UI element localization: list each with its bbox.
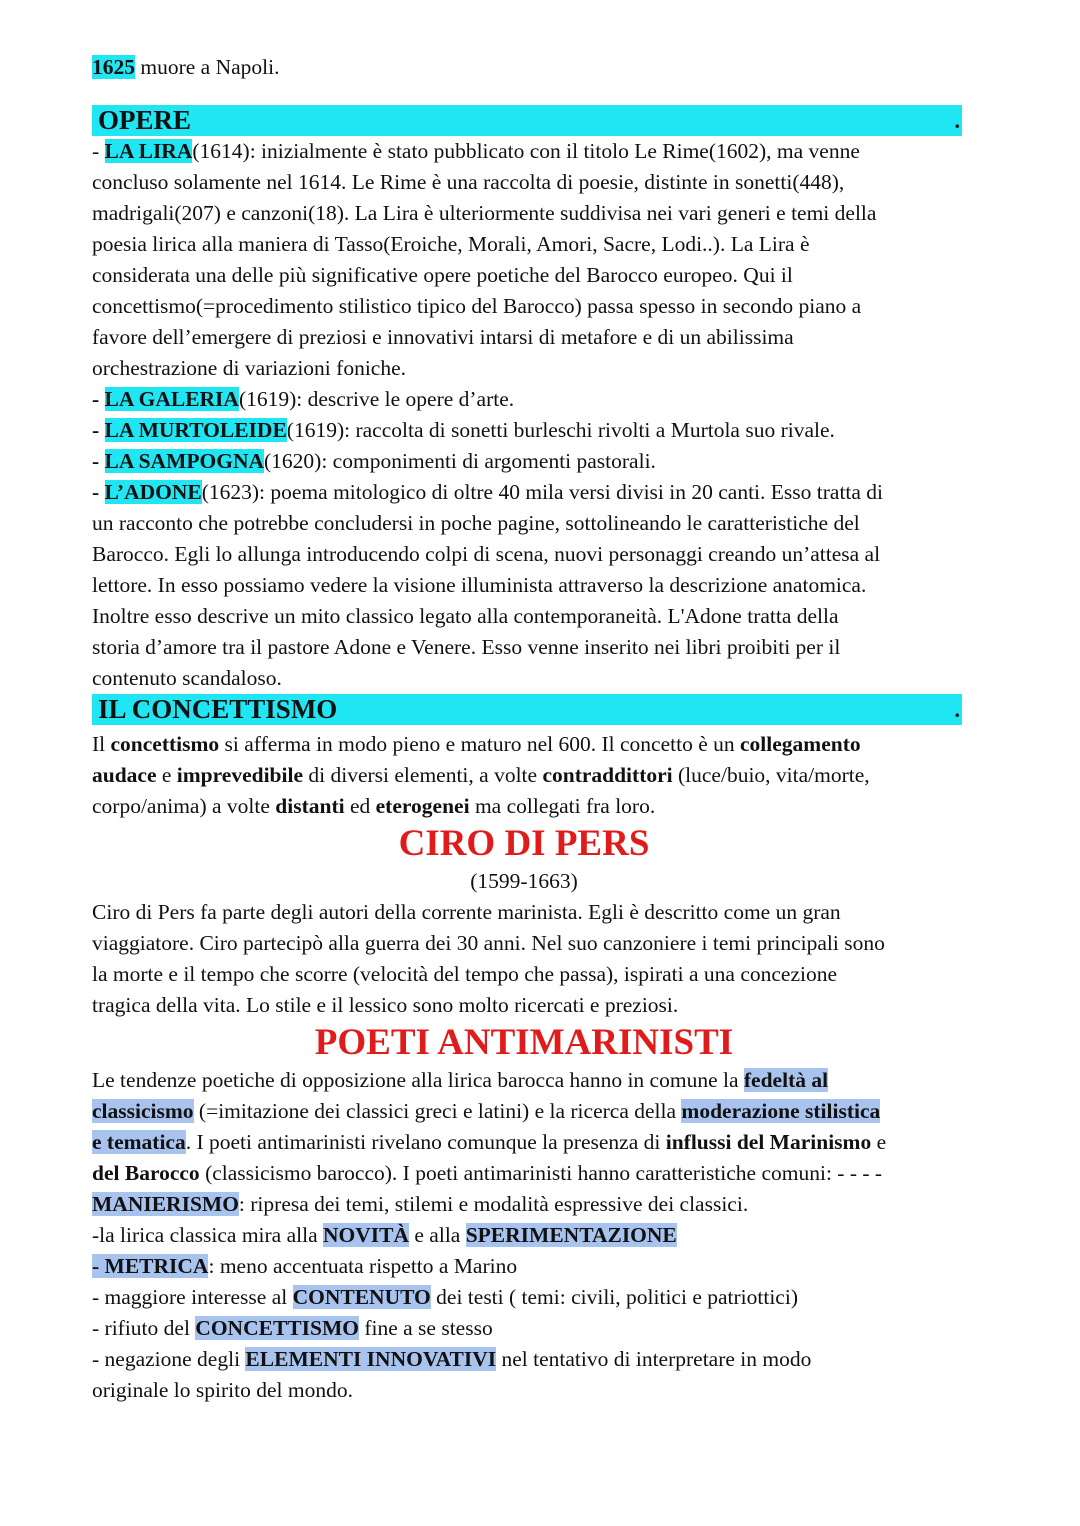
text-line: poesia lirica alla maniera di Tasso(Eroiche, Morali, Amori, Sacre, Lodi..). La Lira è [92, 232, 810, 256]
section-title-ciro: CIRO DI PERS [398, 823, 650, 864]
text-line: MANIERISMO: ripresa dei temi, stilemi e modalità espressive dei classici. [92, 1192, 749, 1216]
work-title: LA SAMPOGNA [104, 449, 265, 473]
work-title: LA MURTOLEIDE [104, 418, 287, 442]
work-title: L’ADONE [104, 480, 202, 504]
section-heading-opere: OPERE . [92, 105, 962, 136]
text-line: Le tendenze poetiche di opposizione alla lirica barocca hanno in comune la fedeltà al [92, 1068, 829, 1092]
text-line: - METRICA: meno accentuata rispetto a Marino [92, 1254, 518, 1278]
text-line: Il concettismo si afferma in modo pieno e maturo nel 600. Il concetto è un collegamento [92, 732, 861, 756]
list-item-sampogna: - LA SAMPOGNA(1620): componimenti di argomenti pastorali. [92, 449, 656, 473]
list-item-murtoleide: - LA MURTOLEIDE(1619): raccolta di sonetti burleschi rivolti a Murtola suo rivale. [92, 418, 835, 442]
text-line: lettore. In esso possiamo vedere la visione illuminista attraverso la descrizione anatomica. [92, 573, 867, 597]
text-line: un racconto che potrebbe concludersi in poche pagine, sottolineando le caratteristiche del [92, 511, 860, 535]
text-line: la morte e il tempo che scorre (velocità del tempo che passa), ispirati a una concezione [92, 962, 838, 986]
text-line: Ciro di Pers fa parte degli autori della corrente marinista. Egli è descritto come un gran [92, 900, 841, 924]
text-line: - maggiore interesse al CONTENUTO dei testi ( temi: civili, politici e patriottici) [92, 1285, 798, 1309]
text-line: concettismo(=procedimento stilistico tipico del Barocco) passa spesso in secondo piano a [92, 294, 862, 318]
list-item-galeria: - LA GALERIA(1619): descrive le opere d’arte. [92, 387, 515, 411]
text-line: Barocco. Egli lo allunga introducendo colpi di scena, nuovi personaggi creando un’attesa al [92, 542, 881, 566]
list-item-adone: - L’ADONE(1623): poema mitologico di oltre 40 mila versi divisi in 20 canti. Esso tratta di [92, 480, 884, 504]
work-title: LA LIRA [104, 139, 193, 163]
text-line: tragica della vita. Lo stile e il lessico sono molto ricercati e preziosi. [92, 993, 679, 1017]
dates-ciro: (1599-1663) [470, 869, 578, 893]
work-title: LA GALERIA [104, 387, 239, 411]
year-highlight: 1625 [92, 55, 135, 79]
intro-line: 1625 muore a Napoli. [92, 55, 280, 79]
text-line: originale lo spirito del mondo. [92, 1378, 353, 1402]
text-line: considerata una delle più significative opere poetiche del Barocco europeo. Qui il [92, 263, 793, 287]
section-heading-concettismo: IL CONCETTISMO . [92, 694, 962, 725]
text-line: orchestrazione di variazioni foniche. [92, 356, 406, 380]
text-line: classicismo (=imitazione dei classici greci e latini) e la ricerca della moderazione stilistica [92, 1099, 881, 1123]
text-line: - negazione degli ELEMENTI INNOVATIVI nel tentativo di interpretare in modo [92, 1347, 812, 1371]
text-line: storia d’amore tra il pastore Adone e Venere. Esso venne inserito nei libri proibiti per il [92, 635, 841, 659]
text-line: corpo/anima) a volte distanti ed eterogenei ma collegati fra loro. [92, 794, 656, 818]
section-title-antimarinisti: POETI ANTIMARINISTI [314, 1022, 734, 1063]
text-line: favore dell’emergere di preziosi e innovativi intarsi di metafore e di un abilissima [92, 325, 794, 349]
text-line: Inoltre esso descrive un mito classico legato alla contemporaneità. L'Adone tratta della [92, 604, 839, 628]
text-line: del Barocco (classicismo barocco). I poeti antimarinisti hanno caratteristiche comuni: - - - - [92, 1161, 883, 1185]
text-line: concluso solamente nel 1614. Le Rime è una raccolta di poesie, distinte in sonetti(448), [92, 170, 845, 194]
text-line: audace e imprevedibile di diversi elementi, a volte contraddittori (luce/buio, vita/morte, [92, 763, 870, 787]
text-line: madrigali(207) e canzoni(18). La Lira è ulteriormente suddivisa nei vari generi e temi della [92, 201, 877, 225]
text-line: - rifiuto del CONCETTISMO fine a se stesso [92, 1316, 493, 1340]
text-line: viaggiatore. Ciro partecipò alla guerra dei 30 anni. Nel suo canzoniere i temi principali sono [92, 931, 885, 955]
text-line: -la lirica classica mira alla NOVITÀ e alla SPERIMENTAZIONE [92, 1223, 677, 1247]
text-line: contenuto scandaloso. [92, 666, 282, 690]
text-line: e tematica. I poeti antimarinisti rivelano comunque la presenza di influssi del Marinismo e [92, 1130, 887, 1154]
list-item-lira: - LA LIRA(1614): inizialmente è stato pubblicato con il titolo Le Rime(1602), ma venne [92, 139, 860, 163]
